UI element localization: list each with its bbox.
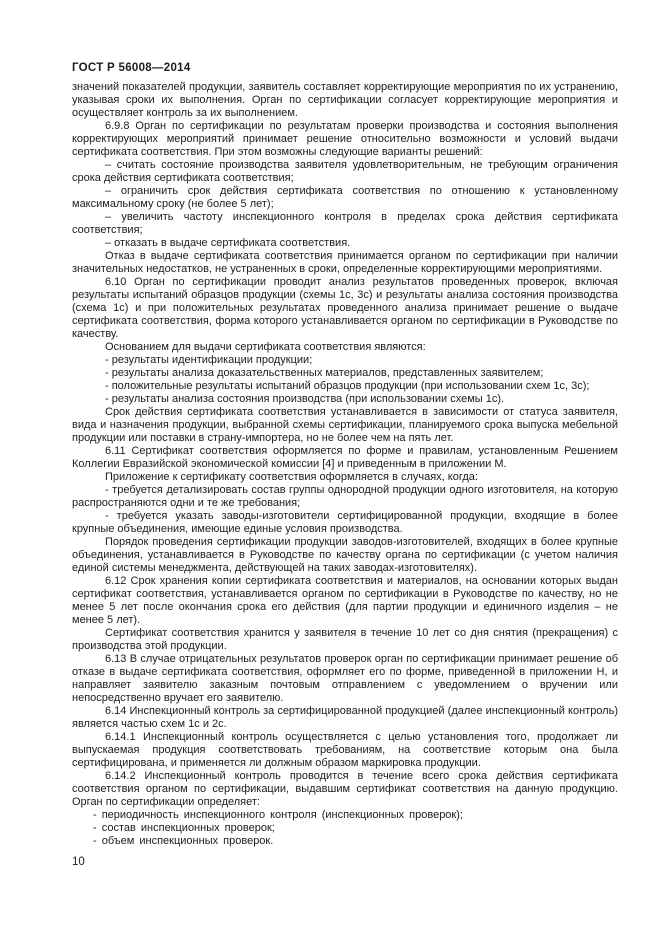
paragraph: 6.9.8 Орган по сертификации по результатам проверки производства и состояния выполнения корректирующих мероприятий принимает решение относительно возможности и условий выдачи сертификата соответствия. При этом возможны следующие варианты решений: bbox=[72, 120, 618, 158]
paragraph: 6.13 В случае отрицательных результатов проверок орган по сертификации принимает решение об отказе в выдаче сертификата соответствия, оформляет его по форме, приведенной в приложении Н, и направляет заявителю заказным почтовым отправлением с уведомлением о вручении или непосредственно вручает его заявителю. bbox=[72, 653, 618, 704]
paragraph: 6.11 Сертификат соответствия оформляется по форме и правилам, установленным Решением Коллегии Евразийской экономической комиссии [4] и приведенным в приложении М. bbox=[72, 445, 618, 470]
paragraph: - результаты идентификации продукции; bbox=[105, 354, 313, 366]
document-body bbox=[72, 81, 618, 848]
paragraph: Сертификат соответствия хранится у заявителя в течение 10 лет со дня снятия (прекращения) с производства этой продукции. bbox=[72, 627, 618, 652]
paragraph: 6.14.2 Инспекционный контроль проводится в течение всего срока действия сертификата соответствия органом по сертификации, выдавшим сертификат соответствия на данную продукцию. Орган по сертификации определяет: bbox=[72, 770, 618, 808]
paragraph: – увеличить частоту инспекционного контроля в пределах срока действия сертификата соответствия; bbox=[72, 211, 618, 236]
paragraph: – ограничить срок действия сертификата соответствия по отношению к установленному максимальному сроку (не более 5 лет); bbox=[72, 185, 618, 210]
paragraph: 6.12 Срок хранения копии сертификата соответствия и материалов, на основании которых выдан сертификат соответствия, устанавливается органом по сертификации в Руководстве по качеству, но не менее 5 лет после окончания срока его действия (для партии продукции и единичного изделия – не менее 5 лет). bbox=[72, 575, 618, 626]
paragraph: Порядок проведения сертификации продукции заводов-изготовителей, входящих в более крупные объединения, устанавливается в Руководстве по качеству органа по сертификации (с учетом наличия единой системы менеджмента, действующей на таких заводах-изготовителях). bbox=[72, 536, 618, 574]
paragraph: - объем инспекционных проверок. bbox=[93, 835, 274, 847]
paragraph: – считать состояние производства заявителя удовлетворительным, не требующим ограничения срока действия сертификата соответствия; bbox=[72, 159, 618, 184]
paragraph: Приложение к сертификату соответствия оформляется в случаях, когда: bbox=[105, 471, 478, 483]
paragraph: Основанием для выдачи сертификата соответствия являются: bbox=[105, 341, 426, 353]
paragraph: 6.10 Орган по сертификации проводит анализ результатов проведенных проверок, включая результаты испытаний образцов продукции (схемы 1с, 3с) и результаты анализа состояния производства (схема 1с) и при положительных результатах проведенного анализа принимает решение о выдаче сертификата соответствия, форма которого устанавливается органом по сертификации в Руководстве по качеству. bbox=[72, 276, 618, 340]
paragraph: - требуется детализировать состав группы однородной продукции одного изготовителя, на которую распространяются одни и те же требования; bbox=[72, 484, 618, 509]
paragraph: - положительные результаты испытаний образцов продукции (при использовании схем 1с, 3с); bbox=[105, 380, 590, 392]
paragraph: - периодичность инспекционного контроля (инспекционных проверок); bbox=[93, 809, 463, 821]
paragraph: - требуется указать заводы-изготовители сертифицированной продукции, входящие в более крупные объединения, имеющие единые условия производства. bbox=[72, 510, 618, 535]
paragraph: - результаты анализа состояния производства (при использовании схемы 1с). bbox=[105, 393, 505, 405]
page-number: 10 bbox=[72, 856, 85, 868]
paragraph: - состав инспекционных проверок; bbox=[93, 822, 275, 834]
paragraph: Срок действия сертификата соответствия устанавливается в зависимости от статуса заявителя, вида и назначения продукции, выбранной схемы сертификации, планируемого срока выпуска мебельной продукции или поставки в страну-импортера, но не более чем на пять лет. bbox=[72, 406, 618, 444]
paragraph: 6.14 Инспекционный контроль за сертифицированной продукцией (далее инспекционный контроль) является частью схем 1с и 2с. bbox=[72, 705, 618, 730]
paragraph: – отказать в выдаче сертификата соответствия. bbox=[105, 237, 351, 249]
paragraph: значений показателей продукции, заявитель составляет корректирующие мероприятия по их устранению, указывая сроки их выполнения. Орган по сертификации согласует корректирующие мероприятия и осуществляет контроль за их выполнением. bbox=[72, 81, 618, 119]
paragraph: 6.14.1 Инспекционный контроль осуществляется с целью установления того, продолжает ли выпускаемая продукция соответствовать требованиям, на соответствие которым она была сертифицирована, и применяется ли должным образом маркировка продукции. bbox=[72, 731, 618, 769]
paragraph: Отказ в выдаче сертификата соответствия принимается органом по сертификации при наличии значительных недостатков, не устраненных в сроки, определенные корректирующими мероприятиями. bbox=[72, 250, 618, 275]
paragraph: - результаты анализа доказательственных материалов, представленных заявителем; bbox=[105, 367, 544, 379]
running-header: ГОСТ Р 56008—2014 bbox=[72, 62, 191, 74]
